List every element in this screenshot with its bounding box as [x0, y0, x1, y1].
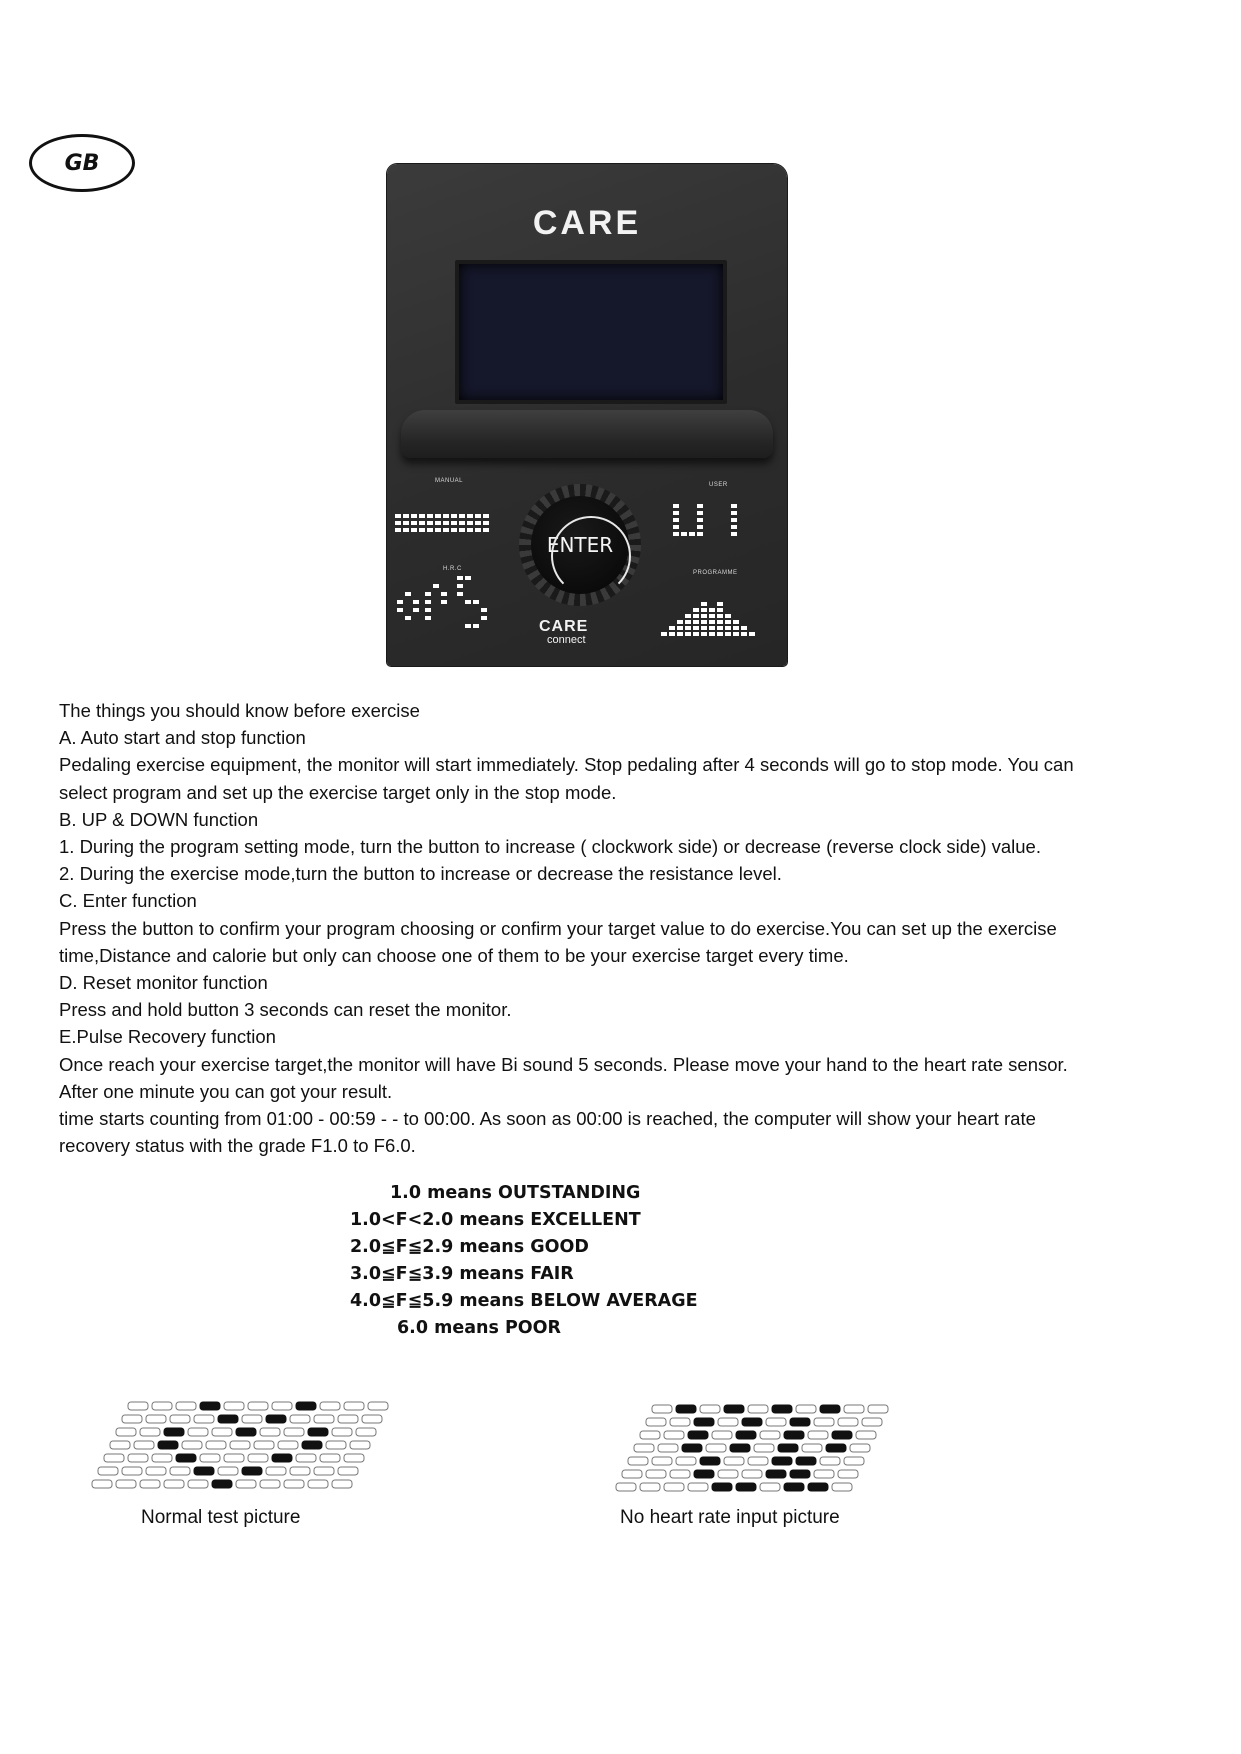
user-u1-dot-matrix-icon	[669, 504, 753, 544]
instruction-line: 2. During the exercise mode,turn the button to increase or decrease the resistance level.	[59, 863, 782, 885]
care-connect-logo-sub: connect	[547, 634, 586, 646]
grade-item: 6.0 means POOR	[397, 1318, 562, 1338]
manual-label: MANUAL	[435, 478, 464, 484]
grade-item: 2.0≦F≦2.9 means GOOD	[350, 1237, 589, 1257]
monitor-brand-logo: CARE	[532, 204, 642, 242]
instruction-line: E.Pulse Recovery function	[59, 1026, 276, 1048]
grade-item: 1.0 means OUTSTANDING	[390, 1183, 641, 1203]
hrc-label: H.R.C	[443, 566, 462, 572]
right-picture-caption: No heart rate input picture	[620, 1507, 840, 1528]
language-badge	[29, 134, 135, 192]
monitor-handle-bar	[401, 410, 773, 458]
instruction-line: Once reach your exercise target,the monitor will have Bi sound 5 seconds. Please move your hand to the heart rate sensor. After one minute you can got your result.	[59, 1053, 1068, 1102]
instruction-line: The things you should know before exercise	[59, 700, 420, 721]
language-badge-label: GB	[64, 150, 100, 176]
instructions-text	[59, 697, 1099, 1159]
normal-test-dot-matrix-image	[90, 1400, 430, 1504]
instruction-line: B. UP & DOWN function	[59, 808, 259, 830]
enter-dial-knob	[519, 484, 641, 606]
enter-dial-face	[531, 496, 629, 594]
care-connect-logo: CARE	[539, 618, 589, 635]
instruction-line: D. Reset monitor function	[59, 972, 268, 994]
programme-label: PROGRAMME	[693, 570, 738, 576]
user-label: USER	[709, 482, 728, 488]
programme-dot-matrix-icon	[661, 596, 765, 636]
grade-item: 1.0<F<2.0 means EXCELLENT	[350, 1210, 641, 1230]
instruction-line: Pedaling exercise equipment, the monitor will start immediately. Stop pedaling after 4 seconds will go to stop mode. You can select program and set up the exercise target only in the stop mode.	[59, 754, 1074, 803]
enter-dial-label: ENTER	[546, 533, 614, 557]
instruction-line: A. Auto start and stop function	[59, 727, 306, 749]
instruction-line: 1. During the program setting mode, turn the button to increase ( clockwork side) or decrease (reverse clock side) value.	[59, 836, 1041, 858]
instruction-line: Press the button to confirm your program choosing or confirm your target value to do exercise.You can set up the exercise time,Distance and calorie but only can choose one of them to be your exercise target every time.	[59, 917, 1057, 966]
instruction-line: time starts counting from 01:00 - 00:59 - - to 00:00. As soon as 00:00 is reached, the computer will show your heart rate recovery status with the grade F1.0 to F6.0.	[59, 1108, 1036, 1157]
instruction-line: C. Enter function	[59, 890, 197, 912]
left-picture-caption: Normal test picture	[141, 1507, 301, 1528]
monitor-console-image	[387, 164, 787, 666]
grade-item: 4.0≦F≦5.9 means BELOW AVERAGE	[350, 1291, 698, 1311]
instruction-line: Press and hold button 3 seconds can reset the monitor.	[59, 999, 512, 1021]
no-heart-rate-dot-matrix-image	[614, 1403, 944, 1507]
grade-item: 3.0≦F≦3.9 means FAIR	[350, 1264, 574, 1284]
rotate-arrow-icon	[551, 516, 631, 596]
hrc-dot-matrix-icon	[395, 572, 499, 632]
monitor-lcd-screen	[455, 260, 727, 404]
manual-dot-matrix-icon	[395, 514, 499, 538]
